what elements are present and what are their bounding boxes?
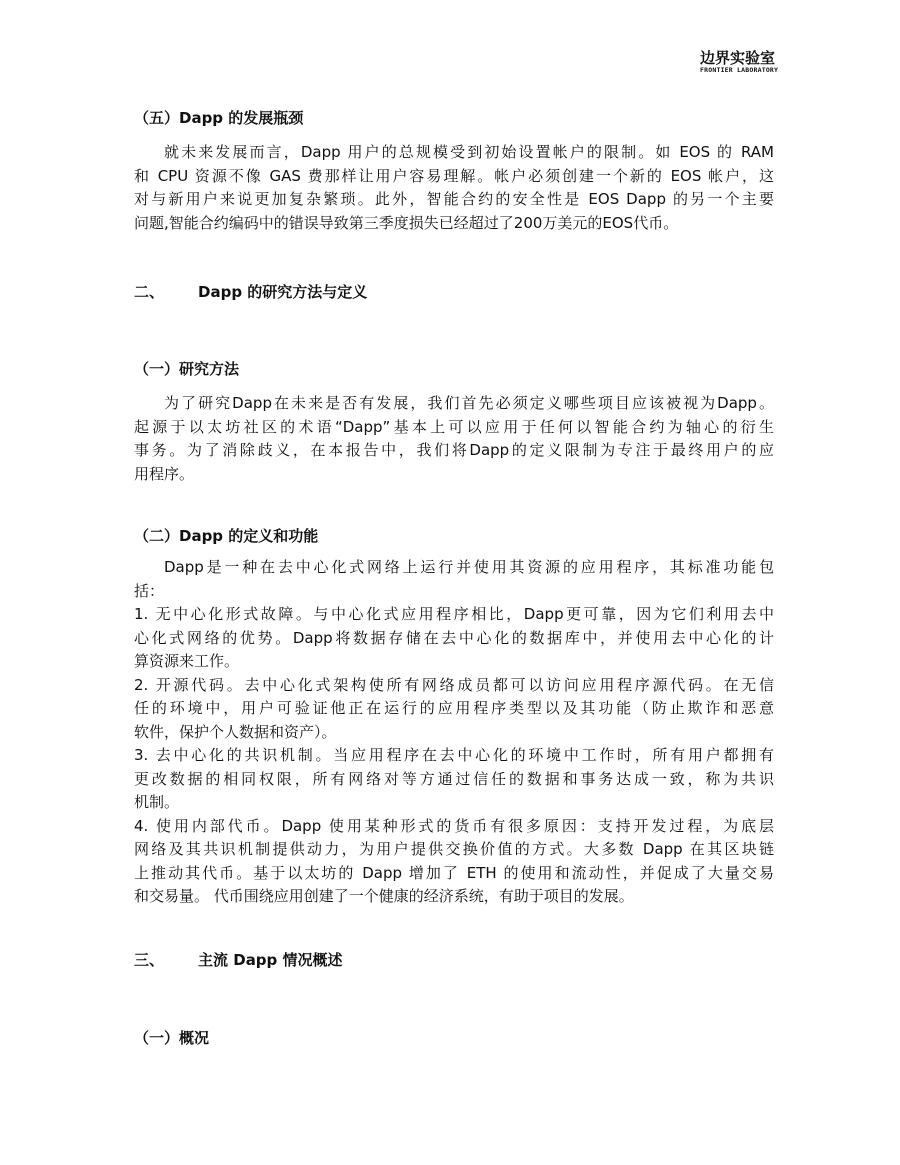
section-heading-dapp-definition: （二）Dapp 的定义和功能 — [134, 527, 319, 545]
paragraph-line: 软件，保护个人数据和资产）。 — [134, 722, 337, 741]
chapter-number: 三、 — [134, 951, 165, 969]
paragraph-line: 1. 无中心化形式故障。与中心化式应用程序相比，Dapp更可靠，因为它们利用去中 — [134, 605, 774, 623]
paragraph-line: 3. 去中心化的共识机制。当应用程序在去中心化的环境中工作时，所有用户都拥有 — [134, 746, 774, 764]
chapter-heading-mainstream-dapp — [134, 950, 343, 970]
chapter-title: 主流 Dapp 情况概述 — [198, 951, 343, 969]
paragraph-line: 2. 开源代码。去中心化式架构使所有网络成员都可以访问应用程序源代码。在无信 — [134, 675, 774, 694]
paragraph-line: 和 CPU 资源不像 GAS 费那样让用户容易理解。帐户必须创建一个新的 EOS 帐户，这 — [134, 166, 774, 185]
chapter-heading-research-method — [134, 282, 367, 302]
section-heading-overview: （一）概况 — [134, 1029, 210, 1047]
chapter-number: 二、 — [134, 283, 165, 301]
frontier-laboratory-logo — [700, 49, 779, 74]
paragraph-line: 算资源来工作。 — [134, 652, 240, 670]
paragraph-line: 心化式网络的优势。Dapp将数据存储在去中心化的数据库中，并使用去中心化的计 — [134, 628, 774, 647]
paragraph-line: 网络及其共识机制提供动力，为用户提供交换价值的方式。大多数 Dapp 在其区块链 — [134, 840, 774, 858]
paragraph-dapp-definition — [134, 556, 774, 909]
paragraph-research-method — [134, 392, 774, 486]
paragraph-line: 任的环境中，用户可验证他正在运行的应用程序类型以及其功能（防止欺诈和恶意 — [134, 699, 774, 717]
paragraph-line: 起源于以太坊社区的术语“Dapp”基本上可以应用于任何以智能合约为轴心的衍生 — [134, 417, 774, 436]
paragraph-line: 就未来发展而言，Dapp 用户的总规模受到初始设置帐户的限制。如 EOS 的 RAM — [164, 143, 774, 161]
paragraph-line: 事务。为了消除歧义，在本报告中，我们将Dapp的定义限制为专注于最终用户的应 — [134, 441, 774, 459]
chapter-title: Dapp 的研究方法与定义 — [198, 283, 368, 301]
section-heading-research-method: （一）研究方法 — [134, 360, 240, 378]
logo-chinese-text: 边界实验室 — [700, 49, 776, 67]
paragraph-line: 和交易量。 代币围绕应用创建了一个健康的经济系统，有助于项目的发展。 — [134, 887, 634, 905]
paragraph-line: 机制。 — [134, 793, 180, 811]
paragraph-line: Dapp是一种在去中心化式网络上运行并使用其资源的应用程序，其标准功能包 — [164, 558, 774, 576]
paragraph-dapp-bottleneck — [134, 141, 774, 235]
paragraph-line: 为了研究Dapp在未来是否有发展，我们首先必须定义哪些项目应该被视为Dapp。 — [164, 394, 774, 412]
paragraph-line: 问题,智能合约编码中的错误导致第三季度损失已经超过了200万美元的EOS代币。 — [134, 213, 679, 232]
paragraph-line: 用程序。 — [134, 464, 195, 483]
paragraph-line: 4. 使用内部代币。Dapp 使用某种形式的货币有很多原因：支持开发过程，为底层 — [134, 816, 774, 835]
paragraph-line: 上推动其代币。基于以太坊的 Dapp 增加了 ETH 的使用和流动性，并促成了大量交易 — [134, 863, 774, 882]
paragraph-line: 对与新用户来说更加复杂繁琐。此外，智能合约的安全性是 EOS Dapp 的另一个主要 — [134, 190, 774, 208]
section-heading-dapp-bottleneck: （五）Dapp 的发展瓶颈 — [134, 109, 304, 127]
paragraph-line: 更改数据的相同权限，所有网络对等方通过信任的数据和事务达成一致，称为共识 — [134, 769, 774, 788]
paragraph-line: 括： — [134, 581, 165, 600]
logo-english-text: FRONTIER LABORATORY — [700, 66, 779, 74]
